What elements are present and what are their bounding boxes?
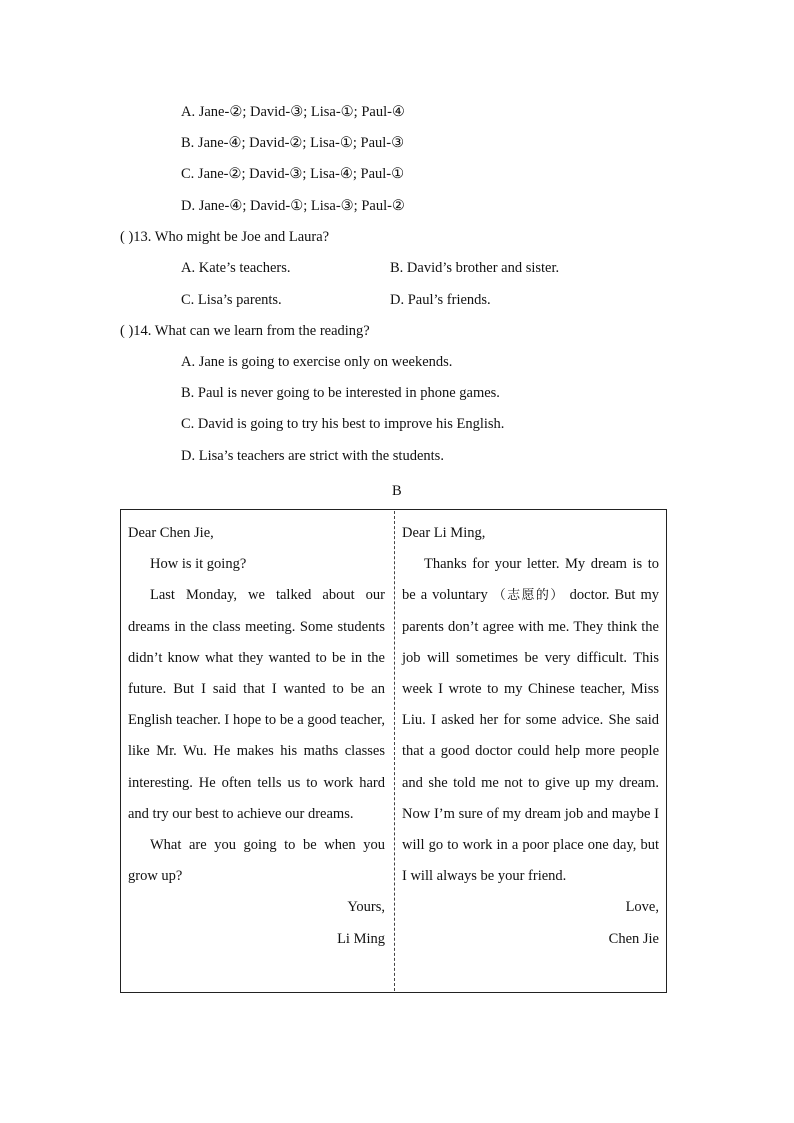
q13-option-c: C. Lisa’s parents. <box>181 292 282 308</box>
letter-li-ming <box>128 518 385 955</box>
q14-option-a: A. Jane is going to exercise only on weekends. <box>181 354 453 370</box>
q12-option-c: C. Jane-②; David-③; Lisa-④; Paul-① <box>181 166 405 182</box>
letter-left-signature: Li Ming <box>337 930 385 947</box>
letter-left-greeting: Dear Chen Jie, <box>128 525 214 541</box>
q13-option-a: A. Kate’s teachers. <box>181 260 291 276</box>
q13-option-d: D. Paul’s friends. <box>390 292 491 308</box>
section-label: B <box>392 483 402 499</box>
q14-option-d: D. Lisa’s teachers are strict with the students. <box>181 448 444 464</box>
letter-right-greeting: Dear Li Ming, <box>402 525 486 541</box>
letter-left-p3: What are you going to be when you grow up? <box>128 837 385 885</box>
q14-option-b: B. Paul is never going to be interested in phone games. <box>181 385 500 401</box>
letter-left-p1: How is it going? <box>150 556 247 573</box>
letter-right-p1-b: doctor. But my parents don’t agree with me. They think the job will sometimes be very difficult. This week I wrote to my Chinese teacher, Miss Liu. I asked her for some advice. She said that a good doctor could help more people and she told me not to give up my dream. Now I’m sure of my dream job and maybe I will go to work in a poor place one day, but I will always be your friend. <box>402 587 659 885</box>
q14-option-c: C. David is going to try his best to improve his English. <box>181 416 505 432</box>
letter-right-p1 <box>402 549 659 892</box>
letter-right-closing: Love, <box>625 899 659 916</box>
q13-option-b: B. David’s brother and sister. <box>390 260 560 276</box>
letter-left-p2: Last Monday, we talked about our dreams in the class meeting. Some students didn’t know what they wanted to be in the future. But I said that I wanted to be an English teacher. I hope to be a good teacher, like Mr. Wu. He makes his maths classes interesting. He often tells us to work hard and try our best to achieve our dreams. <box>128 587 385 822</box>
q13-question: ( )13. Who might be Joe and Laura? <box>120 229 330 245</box>
letter-left-closing: Yours, <box>347 899 385 916</box>
letter-right-p1-a: Thanks for your letter. My dream is to be a voluntary <box>402 556 659 604</box>
letters-divider <box>394 511 395 991</box>
q12-option-a: A. Jane-②; David-③; Lisa-①; Paul-④ <box>181 104 405 120</box>
q14-question: ( )14. What can we learn from the reading? <box>120 323 370 339</box>
letter-chen-jie <box>402 518 659 955</box>
letter-right-gloss: （志愿的） <box>492 588 565 604</box>
q12-option-b: B. Jane-④; David-②; Lisa-①; Paul-③ <box>181 135 405 151</box>
letter-right-signature: Chen Jie <box>608 930 659 947</box>
q12-option-d: D. Jane-④; David-①; Lisa-③; Paul-② <box>181 198 405 214</box>
